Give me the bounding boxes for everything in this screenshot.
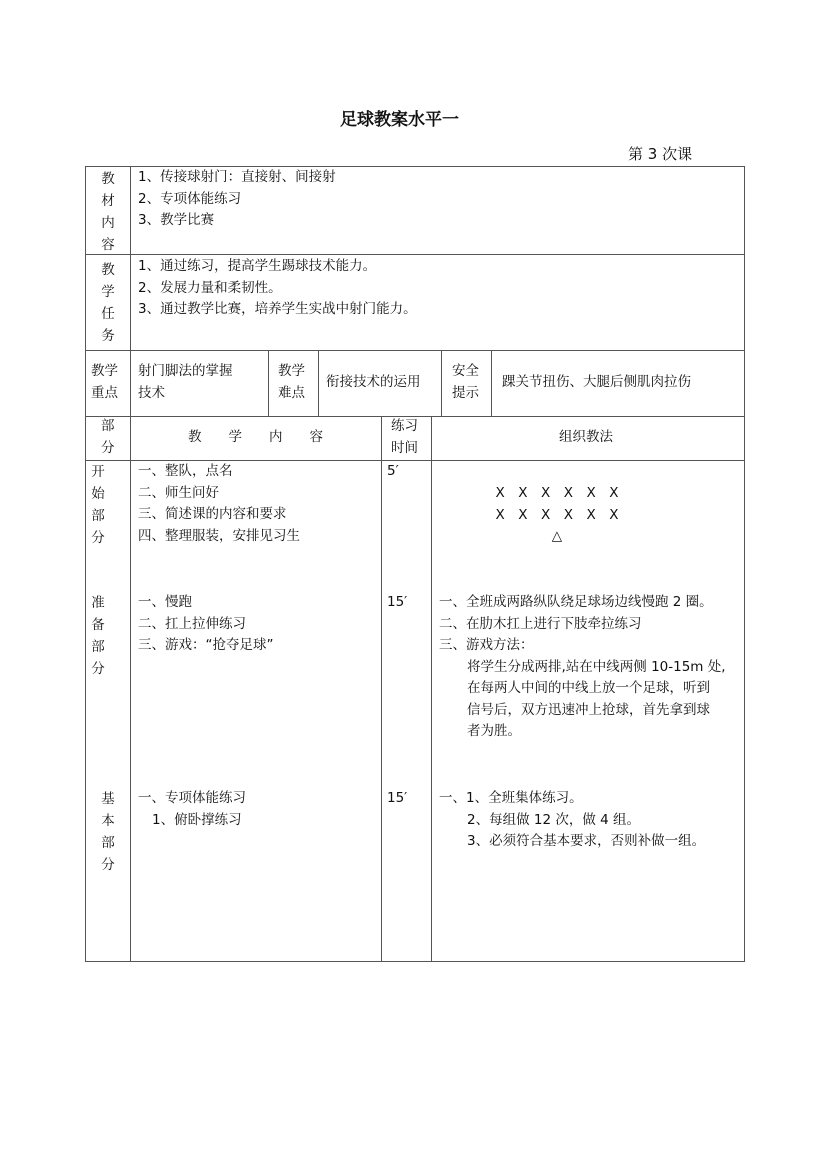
focus-label: 教学 重点 xyxy=(91,363,118,401)
header-time: 练习 时间 xyxy=(391,418,418,456)
col-divider xyxy=(441,350,442,416)
difficulty-label: 教学 难点 xyxy=(278,363,305,401)
tasks-label: 教 学 任 务 xyxy=(101,262,115,344)
table-border-left xyxy=(85,166,86,962)
lesson-number: 第 3 次课 xyxy=(628,145,693,163)
section-warmup-content: 一、慢跑 二、扛上拉伸练习 三、游戏：“抢夺足球” xyxy=(138,594,274,653)
header-content: 教 学 内 容 xyxy=(188,429,323,445)
materials-list: 1、传接球射门：直接射、间接射 2、专项体能练习 3、教学比赛 xyxy=(138,169,336,228)
section-start-label: 开 始 部 分 xyxy=(91,464,105,546)
col-divider xyxy=(381,416,382,962)
formation-diagram: X X X X X X X X X X X X △ xyxy=(495,485,619,544)
row-divider xyxy=(85,254,745,255)
section-warmup-time: 15′ xyxy=(387,594,408,610)
section-warmup-method: 一、全班成两路纵队绕足球场边线慢跑 2 圈。 二、在肋木扛上进行下肢牵拉练习 三、游戏方法： 将学生分成两排,站在中线两侧 10-15m 处, 在每两人中间的中线上放一个足球，听到 信号后，双方迅速冲上抢球，首先拿到球 者为胜。 xyxy=(439,594,726,739)
col-divider xyxy=(431,416,432,962)
col-divider xyxy=(318,350,319,416)
col-divider xyxy=(268,350,269,416)
section-main-content: 一、专项体能练习 1、俯卧撑练习 xyxy=(138,790,246,828)
safety-value: 踝关节扭伤、大腿后侧肌肉拉伤 xyxy=(502,374,691,390)
table-border-bottom xyxy=(85,961,745,962)
materials-label: 教 材 内 容 xyxy=(101,171,115,253)
section-main-label: 基 本 部 分 xyxy=(101,791,115,873)
difficulty-value: 衔接技术的运用 xyxy=(326,374,421,390)
table-border-right xyxy=(744,166,745,962)
section-start-time: 5′ xyxy=(387,463,399,479)
col-divider xyxy=(130,166,131,962)
safety-label: 安全 提示 xyxy=(452,363,479,401)
tasks-list: 1、通过练习，提高学生踢球技术能力。 2、发展力量和柔韧性。 3、通过教学比赛，培养学生实战中射门能力。 xyxy=(138,258,417,317)
section-warmup-label: 准 备 部 分 xyxy=(91,595,105,677)
section-main-method: 一、1、全班集体练习。 2、每组做 12 次，做 4 组。 3、必须符合基本要求，否则补做一组。 xyxy=(439,790,706,849)
header-method: 组织教法 xyxy=(559,429,613,445)
section-main-time: 15′ xyxy=(387,790,408,806)
page-title: 足球教案水平一 xyxy=(340,110,459,130)
row-divider xyxy=(85,350,745,351)
header-part: 部 分 xyxy=(101,418,115,456)
section-start-content: 一、整队，点名 二、师生问好 三、简述课的内容和要求 四、整理服装，安排见习生 xyxy=(138,463,300,544)
focus-value: 射门脚法的掌握 技术 xyxy=(138,363,233,401)
col-divider xyxy=(491,350,492,416)
